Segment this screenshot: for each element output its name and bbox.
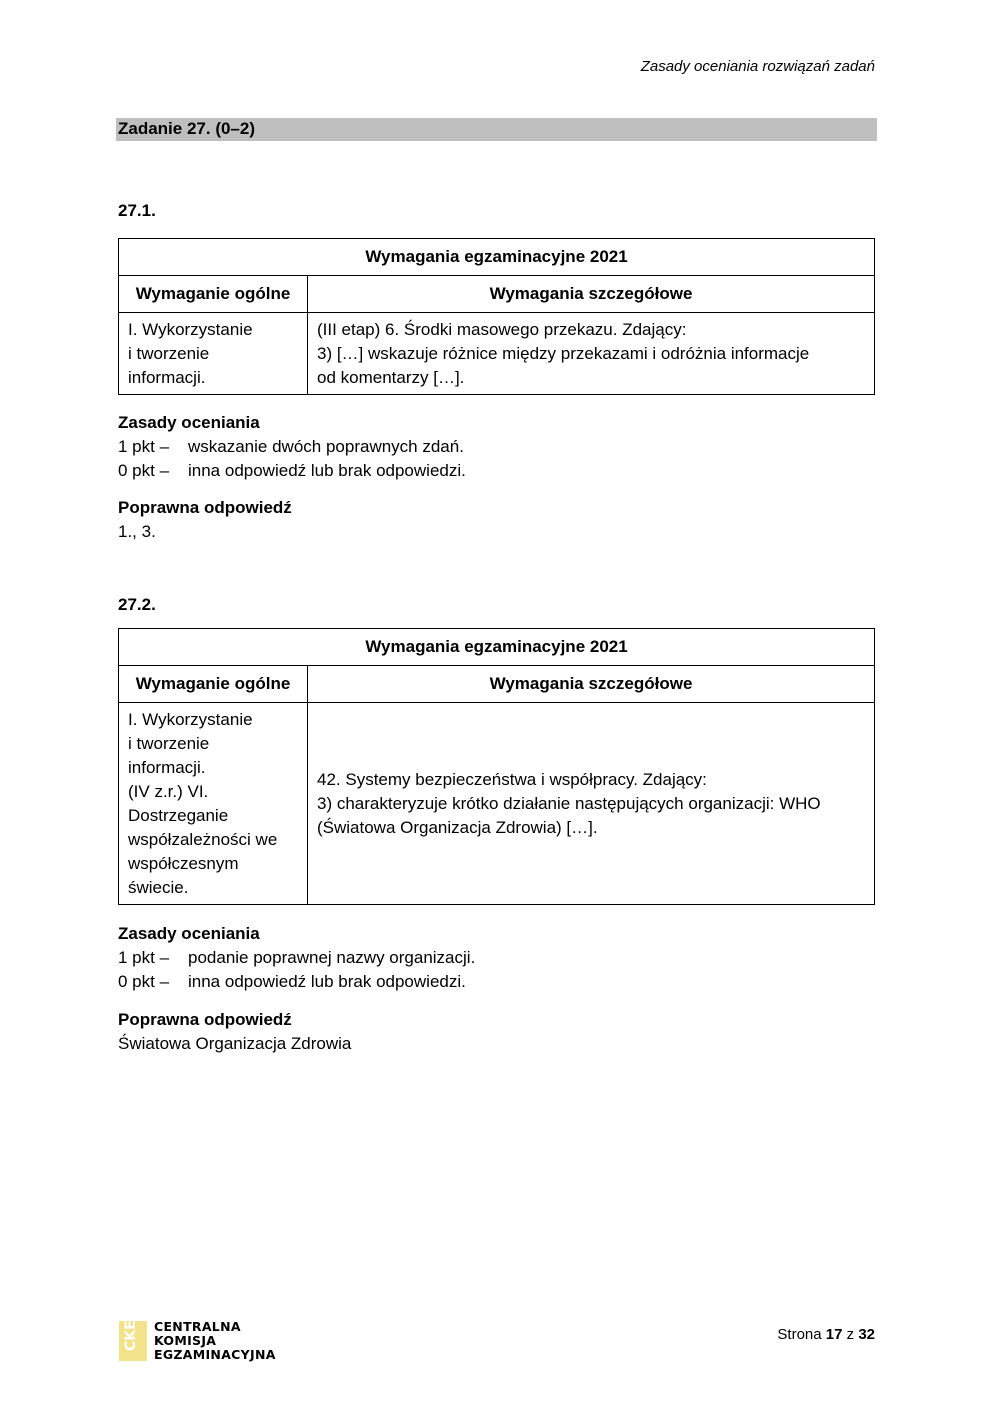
general-line: (IV z.r.) VI. [128,782,209,801]
answer-section [118,496,292,544]
detailed-requirement-cell [308,313,875,395]
logo-line: CENTRALNA [154,1319,241,1334]
detailed-line: od komentarzy […]. [317,368,465,387]
requirements-table [118,628,875,905]
general-line: współzależności we [128,830,278,849]
scoring-row [118,946,475,970]
task-title: Zadanie 27. (0–2) [116,118,877,141]
general-line: i tworzenie [128,734,210,753]
points-description: inna odpowiedź lub brak odpowiedzi. [188,972,466,991]
points-label: 1 pkt – [118,948,170,967]
detailed-line: 3) […] wskazuje różnice między przekazami i odróżnia informacje [317,344,810,363]
answer-heading: Poprawna odpowiedź [118,498,292,517]
detailed-line: 42. Systemy bezpieczeństwa i współpracy. Zdający: [317,770,707,789]
col-header-general: Wymaganie ogólne [119,276,308,313]
subtask-number: 27.2. [118,595,156,614]
col-header-detailed: Wymagania szczegółowe [308,666,875,703]
subtask-number: 27.1. [118,201,156,220]
answer-text: 1., 3. [118,522,156,541]
general-line: i tworzenie [128,344,210,363]
general-requirement-cell [119,703,308,905]
scoring-heading: Zasady oceniania [118,413,260,432]
answer-text: Światowa Organizacja Zdrowia [118,1034,352,1053]
points-description: podanie poprawnej nazwy organizacji. [188,948,476,967]
table-main-header: Wymagania egzaminacyjne 2021 [119,239,875,276]
requirements-table [118,238,875,395]
scoring-section [118,411,466,483]
logo-wordmark [154,1320,276,1362]
general-line: informacji. [128,758,206,777]
page-prefix: Strona [777,1326,822,1343]
page-current: 17 [825,1326,843,1343]
cke-logo-mark [119,1321,147,1361]
logo-line: EGZAMINACYJNA [154,1347,276,1362]
logo-line: KOMISJA [154,1333,217,1348]
scoring-row [118,459,466,483]
general-line: I. Wykorzystanie [128,710,253,729]
logo-mark-letters: CKE [123,1320,139,1351]
detailed-requirement-cell [308,703,875,905]
points-label: 0 pkt – [118,461,170,480]
detailed-line: 3) charakteryzuje krótko działanie następujących organizacji: WHO [317,794,821,813]
detailed-line: (Światowa Organizacja Zdrowia) […]. [317,818,598,837]
points-label: 1 pkt – [118,437,170,456]
scoring-section [118,922,475,994]
scoring-row [118,435,466,459]
running-header: Zasady oceniania rozwiązań zadań [640,58,875,75]
answer-heading: Poprawna odpowiedź [118,1010,292,1029]
page-total: 32 [858,1326,875,1343]
scoring-heading: Zasady oceniania [118,924,260,943]
points-label: 0 pkt – [118,972,170,991]
page-sep: z [846,1326,855,1343]
general-line: współczesnym [128,854,239,873]
col-header-general: Wymaganie ogólne [119,666,308,703]
general-line: informacji. [128,368,206,387]
general-line: Dostrzeganie [128,806,229,825]
scoring-row [118,970,475,994]
col-header-detailed: Wymagania szczegółowe [308,276,875,313]
general-line: I. Wykorzystanie [128,320,253,339]
points-description: wskazanie dwóch poprawnych zdań. [188,437,464,456]
general-line: świecie. [128,878,189,897]
cke-logo [119,1320,276,1362]
general-requirement-cell [119,313,308,395]
page-number [777,1326,875,1343]
detailed-line: (III etap) 6. Środki masowego przekazu. Zdający: [317,320,687,339]
points-description: inna odpowiedź lub brak odpowiedzi. [188,461,466,480]
answer-section [118,1008,351,1056]
table-main-header: Wymagania egzaminacyjne 2021 [119,629,875,666]
